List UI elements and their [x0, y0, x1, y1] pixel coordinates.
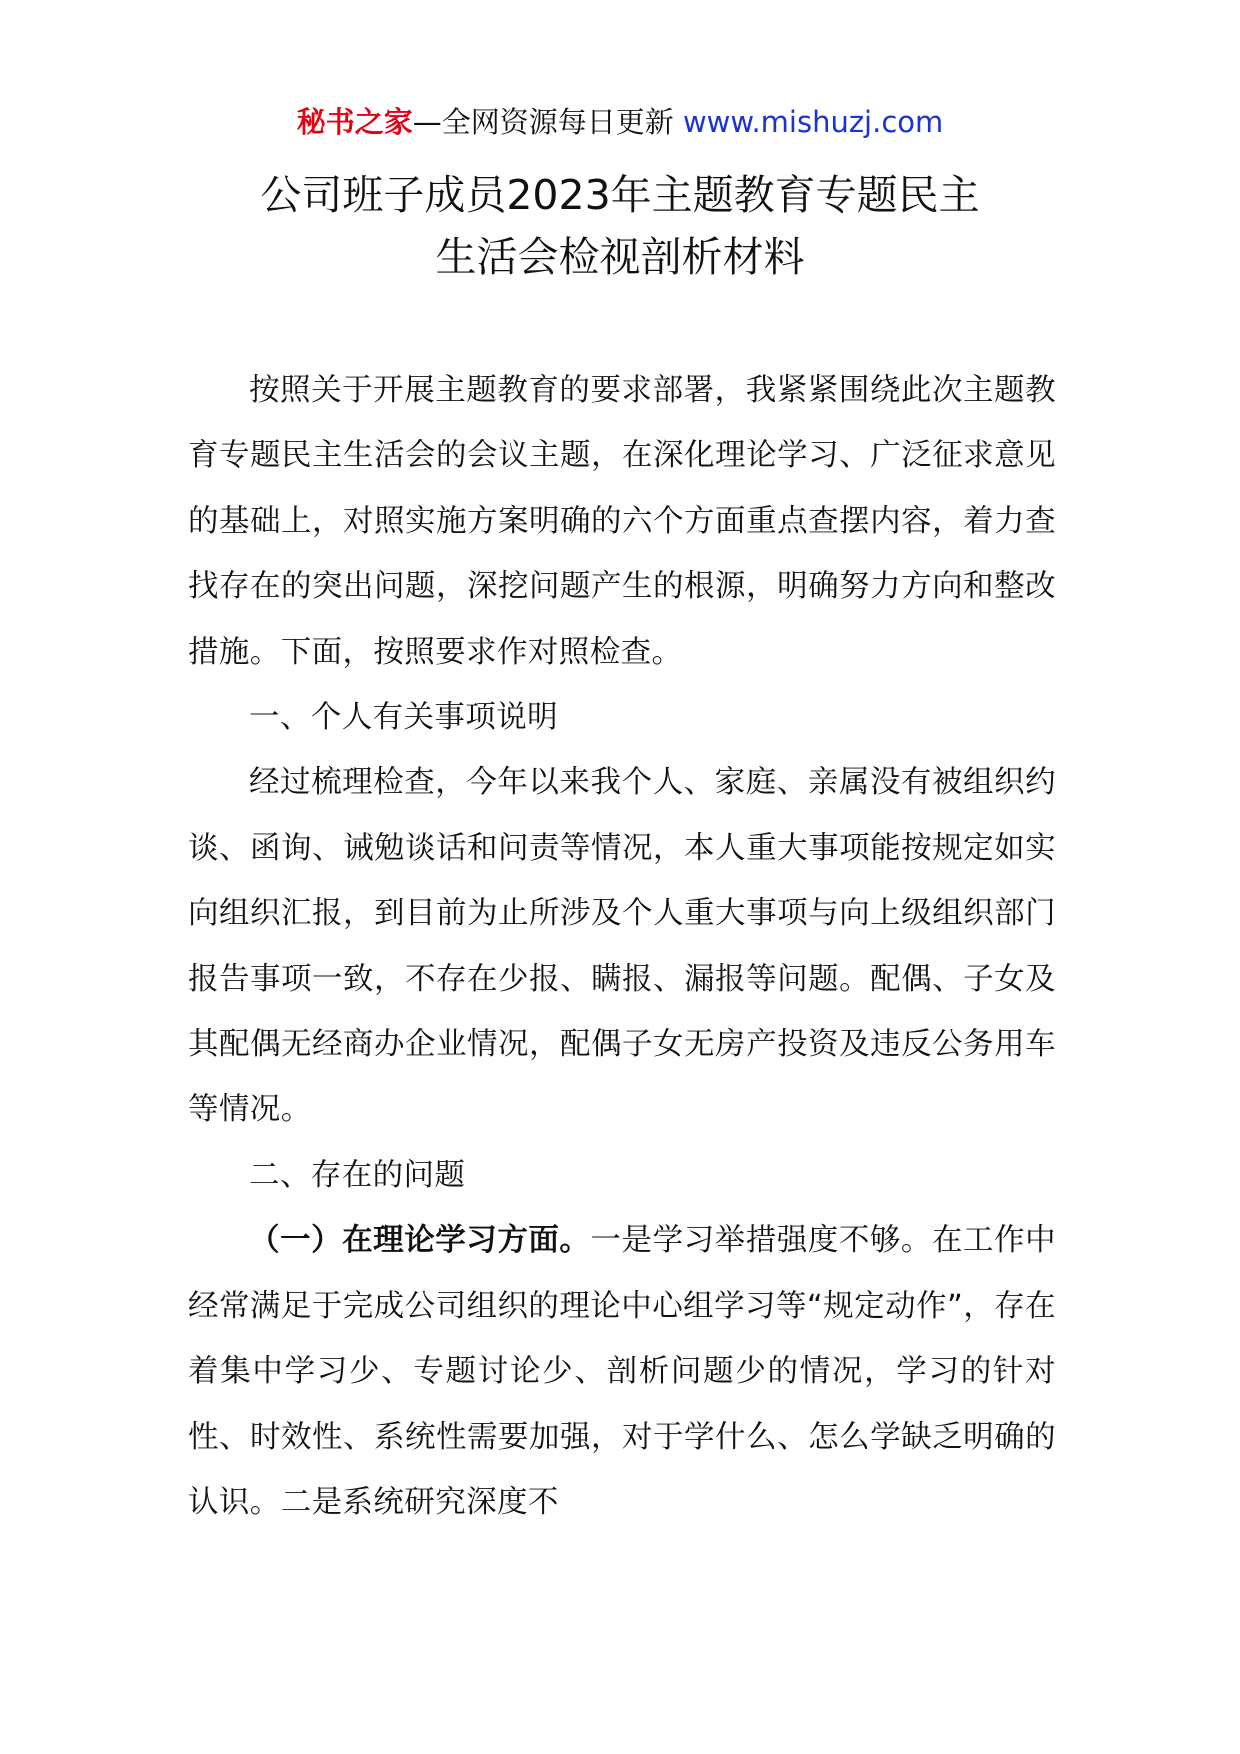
document-body: [188, 358, 1056, 1535]
intro-paragraph: 按照关于开展主题教育的要求部署，我紧紧围绕此次主题教育专题民主生活会的会议主题，在深化理论学习、广泛征求意见的基础上，对照实施方案明确的六个方面重点查摆内容，着力查找存在的突出问题，深挖问题产生的根源，明确努力方向和整改措施。下面，按照要求作对照检查。: [188, 373, 1056, 670]
title-line-2: 生活会检视剖析材料: [435, 233, 805, 281]
personal-matters-paragraph: 经过梳理检查，今年以来我个人、家庭、亲属没有被组织约谈、函询、诫勉谈话和问责等情况，本人重大事项能按规定如实向组织汇报，到目前为止所涉及个人重大事项与向上级组织部门报告事项一致，不存在少报、瞒报、漏报等问题。配偶、子女及其配偶无经商办企业情况，配偶子女无房产投资及违反公务用车等情况。: [188, 765, 1056, 1128]
theory-study-lead: （一）在理论学习方面。: [249, 1223, 591, 1259]
theory-study-text: 一是学习举措强度不够。在工作中经常满足于完成公司组织的理论中心组学习等“规定动作”，存在着集中学习少、专题讨论少、剖析问题少的情况，学习的针对性、时效性、系统性需要加强，对于学什么、怎么学缺乏明确的认识。二是系统研究深度不: [188, 1223, 1056, 1520]
site-link[interactable]: www.mishuzj.com: [682, 105, 944, 139]
site-header: [0, 100, 1240, 144]
title-line-1: 公司班子成员2023年主题教育专题民主: [260, 171, 980, 219]
document-title: [150, 164, 1090, 288]
brand-name: 秘书之家: [296, 105, 413, 139]
section-heading-personal-matters: 一、个人有关事项说明: [249, 700, 558, 736]
section-heading-problems: 二、存在的问题: [249, 1157, 466, 1193]
theory-study-paragraph: [188, 1208, 1056, 1535]
header-tagline: —全网资源每日更新: [412, 105, 674, 139]
